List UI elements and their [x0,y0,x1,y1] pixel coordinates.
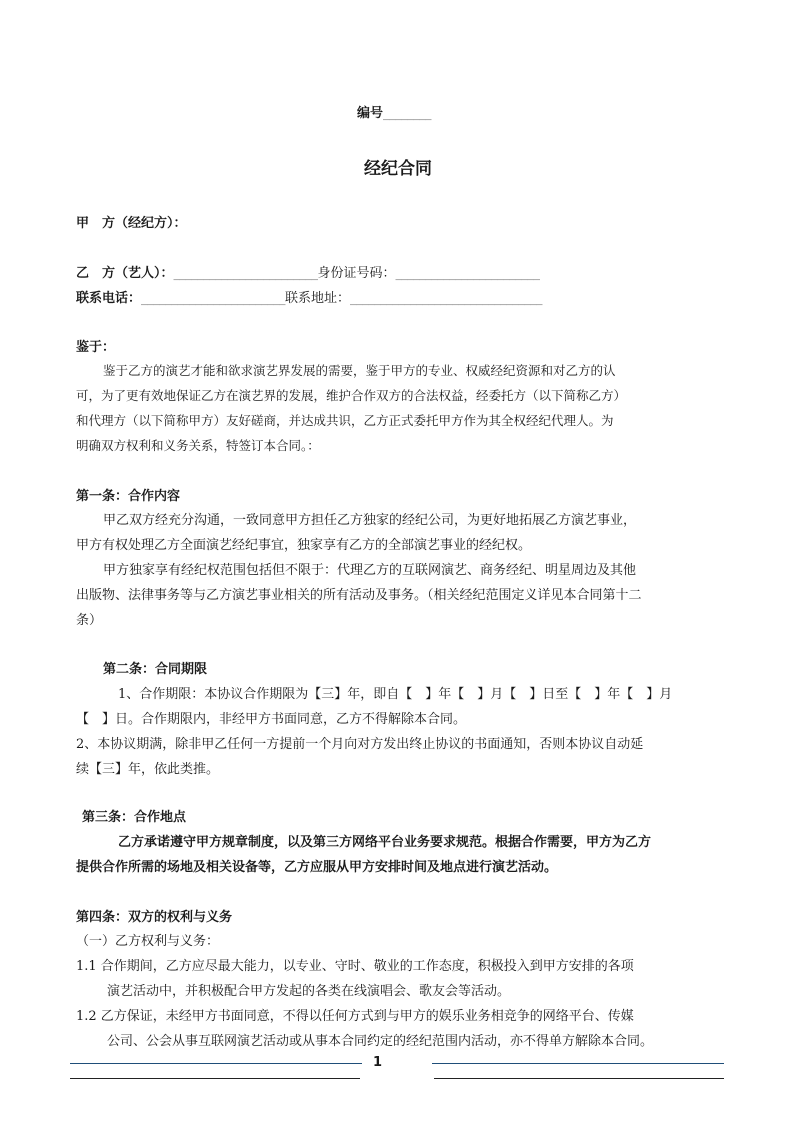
article2-line: 续【三】年，依此类推。 [76,762,220,777]
article3-heading: 第三条：合作地点 [82,810,187,825]
address-blank: ________________________________ [350,291,543,306]
article2-line: 1、合作期限：本协议合作期限为【三】年，即自【 】年【 】月【 】日至【 】年【 】月 [118,687,673,702]
article1-line: 甲方有权处理乙方全面演艺经纪事宜，独家享有乙方的全部演艺事业的经纪权。 [76,538,532,553]
phone-label: 联系电话： [76,291,142,306]
address-label: 联系地址： [285,291,351,306]
footer-rule-left-bottom [70,1078,360,1079]
preamble-line: 明确双方权利和义务关系，特签订本合同。： [76,438,320,453]
preamble-line: 鉴于乙方的演艺才能和欲求演艺界发展的需要，鉴于甲方的专业、权威经纪资源和对乙方的认 [103,363,616,378]
article2-heading: 第二条：合同期限 [103,662,208,677]
article3-line: 乙方承诺遵守甲方规章制度，以及第三方网络平台业务要求规范。根据合作需要，甲方为乙方 [118,835,652,850]
footer-rule-right-top [432,1063,724,1064]
article2-line: 2、本协议期满，除非甲乙任何一方提前一个月向对方发出终止协议的书面通知，否则本协议自动延 [76,737,644,752]
article4-line: 1.2 乙方保证，未经甲方书面同意，不得以任何方式到与甲方的娱乐业务相竞争的网络平台、传媒 [76,1009,634,1024]
article1-heading: 第一条：合作内容 [76,489,181,504]
article1-line: 甲乙双方经充分沟通，一致同意甲方担任乙方独家的经纪公司，为更好地拓展乙方演艺事业， [103,513,637,528]
id-blank: ________________________ [395,266,540,281]
preamble-heading: 鉴于： [76,340,116,355]
article4-subheading: （一）乙方权利与义务： [76,934,220,949]
party-b-label: 乙 方（艺人）： [76,266,174,281]
party-a-label: 甲 方（经纪方）： [76,216,187,231]
article1-line: 出版物、法律事务等与乙方演艺事业相关的所有活动及事务。（相关经纪范围定义详见本合同第十二 [76,588,642,603]
preamble-line: 和代理方（以下简称甲方）友好磋商，并达成共识，乙方正式委托甲方作为其全权经纪代理人。为 [76,413,614,428]
article4-heading: 第四条：双方的权利与义务 [76,910,233,925]
contact-row [76,287,542,306]
article1-line: 条） [76,613,103,628]
page-number: 1 [373,1055,383,1070]
id-label: 身份证号码： [317,266,396,281]
contract-number-label: 编号________ [357,106,432,121]
page-title: 经纪合同 [364,159,432,179]
party-b-row [76,262,540,281]
article4-line: 1.1 合作期间，乙方应尽最大能力，以专业、守时、敬业的工作态度，积极投入到甲方安排的各项 [76,959,634,974]
article4-line: 公司、公会从事互联网演艺活动或从事本合同约定的经纪范围内活动，亦不得单方解除本合同。 [107,1034,654,1049]
article4-line: 演艺活动中，并积极配合甲方发起的各类在线演唱会、歌友会等活动。 [107,984,511,999]
footer-rule-left-top [70,1063,362,1064]
party-b-blank: ________________________ [173,266,318,281]
article3-line: 提供合作所需的场地及相关设备等，乙方应服从甲方安排时间及地点进行演艺活动。 [76,860,558,875]
contract-number-blank: ________ [383,106,432,121]
preamble-line: 可，为了更有效地保证乙方在演艺界的发展，维护合作双方的合法权益，经委托方（以下简称乙方） [76,388,627,403]
phone-blank: ________________________ [141,291,286,306]
article2-line: 【 】日。合作期限内，非经甲方书面同意，乙方不得解除本合同。 [76,712,467,727]
footer-rule-right-bottom [434,1078,724,1079]
article1-line: 甲方独家享有经纪权范围包括但不限于：代理乙方的互联网演艺、商务经纪、明星周边及其他 [103,563,637,578]
